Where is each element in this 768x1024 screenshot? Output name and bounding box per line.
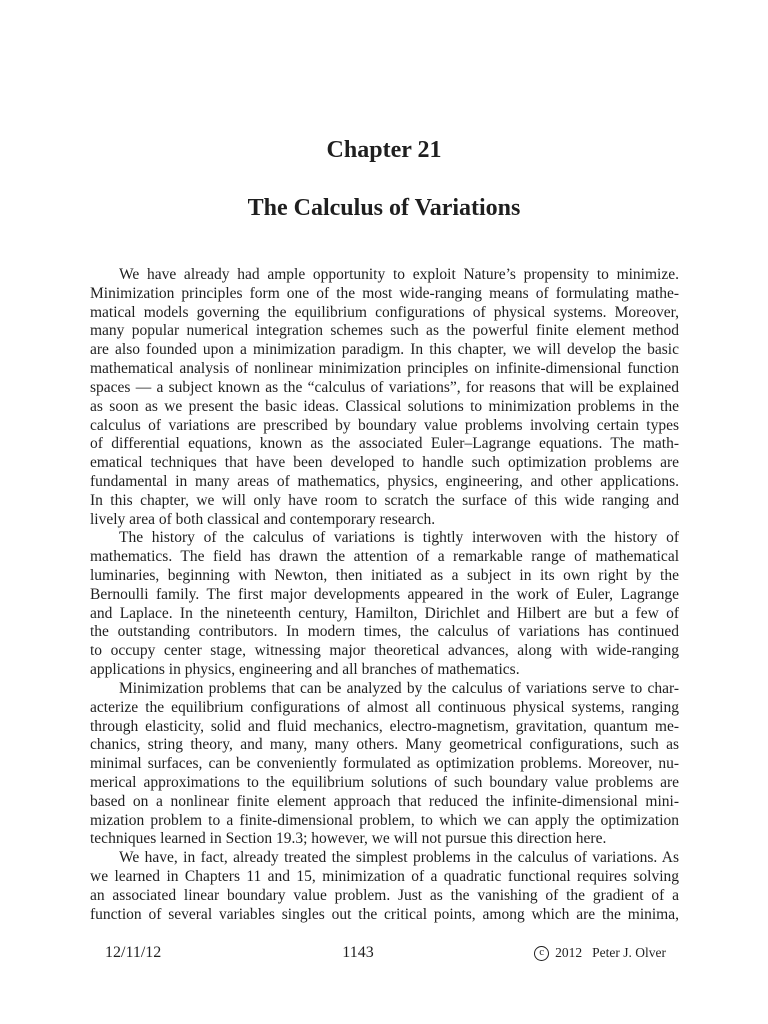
text-line: mization problem to a finite-dimensional problem, to which we can apply the optimization <box>90 811 679 829</box>
text-line: through elasticity, solid and fluid mechanics, electro-magnetism, gravitation, quantum me- <box>90 717 679 735</box>
text-line: as soon as we present the basic ideas. Classical solutions to minimization problems in the <box>90 397 679 415</box>
chapter-title: The Calculus of Variations <box>247 195 521 221</box>
text-line: of differential equations, known as the associated Euler–Lagrange equations. The math- <box>90 435 679 453</box>
text-line: ematical techniques that have been developed to handle such optimization problems are <box>90 454 679 472</box>
text-line: acterize the equilibrium configurations of almost all continuous physical systems, ranging <box>90 698 679 716</box>
text-line: fundamental in many areas of mathematics, physics, engineering, and other applications. <box>90 472 679 490</box>
text-line: calculus of variations are prescribed by boundary value problems involving certain types <box>90 416 679 434</box>
text-line: function of several variables singles out the critical points, among which are the minima, <box>90 905 679 923</box>
text-line: minimal surfaces, can be conveniently formulated as optimization problems. Moreover, nu- <box>90 755 679 773</box>
page-number: 1143 <box>342 944 374 961</box>
text-line: matical models governing the equilibrium configurations of physical systems. Moreover, <box>90 303 679 321</box>
paragraph <box>90 529 679 680</box>
text-line: We have, in fact, already treated the simplest problems in the calculus of variations. As <box>119 849 679 867</box>
copyright-author: Peter J. Olver <box>592 945 666 960</box>
paragraph <box>90 849 679 924</box>
text-line: an associated linear boundary value problem. Just as the vanishing of the gradient of a <box>90 886 679 904</box>
copyright-year: 2012 <box>555 945 583 960</box>
text-line: techniques learned in Section 19.3; however, we will not pursue this direction here. <box>90 830 607 848</box>
paragraph <box>90 266 679 529</box>
text-line: The history of the calculus of variations is tightly interwoven with the history of <box>119 529 679 547</box>
text-line: Bernoulli family. The first major developments appeared in the work of Euler, Lagrange <box>90 585 679 603</box>
text-line: spaces — a subject known as the “calculus of variations”, for reasons that will be explained <box>90 378 679 396</box>
text-line: luminaries, beginning with Newton, then initiated as a subject in its own right by the <box>90 567 679 584</box>
text-line: we learned in Chapters 11 and 15, minimization of a quadratic functional requires solving <box>90 868 679 885</box>
text-line: based on a nonlinear finite element approach that reduced the infinite-dimensional mini- <box>90 792 679 810</box>
text-line: many popular numerical integration schemes such as the powerful finite element method <box>90 322 679 340</box>
text-line: chanics, string theory, and many, many others. Many geometrical configurations, such as <box>90 736 679 754</box>
text-line: In this chapter, we will only have room to scratch the surface of this wide ranging and <box>90 491 679 509</box>
copyright-icon: c <box>534 946 549 961</box>
text-line: Minimization problems that can be analyzed by the calculus of variations serve to char- <box>119 679 679 697</box>
text-line: are also founded upon a minimization paradigm. In this chapter, we will develop the basic <box>90 341 679 359</box>
body-text <box>90 266 679 924</box>
paragraph <box>90 680 679 849</box>
text-line: applications in physics, engineering and all branches of mathematics. <box>90 661 520 679</box>
text-line: lively area of both classical and contemporary research. <box>90 510 436 528</box>
text-line: mathematics. The field has drawn the attention of a remarkable range of mathematical <box>90 548 679 566</box>
text-line: and Laplace. In the nineteenth century, Hamilton, Dirichlet and Hilbert are but a few of <box>90 604 679 622</box>
text-line: Minimization principles form one of the most wide-ranging means of formulating mathe- <box>90 284 679 302</box>
text-line: to occupy center stage, witnessing major theoretical advances, along with wide-ranging <box>90 642 679 660</box>
chapter-label: Chapter 21 <box>326 137 442 163</box>
text-line: merical approximations to the equilibrium solutions of such boundary value problems are <box>90 773 679 791</box>
text-line: the outstanding contributors. In modern times, the calculus of variations has continued <box>90 623 679 641</box>
text-line: mathematical analysis of nonlinear minimization principles on infinite-dimensional function <box>90 360 679 378</box>
text-line: We have already had ample opportunity to exploit Nature’s propensity to minimize. <box>119 266 679 283</box>
copyright-notice <box>534 943 666 963</box>
footer-date: 12/11/12 <box>105 944 162 961</box>
